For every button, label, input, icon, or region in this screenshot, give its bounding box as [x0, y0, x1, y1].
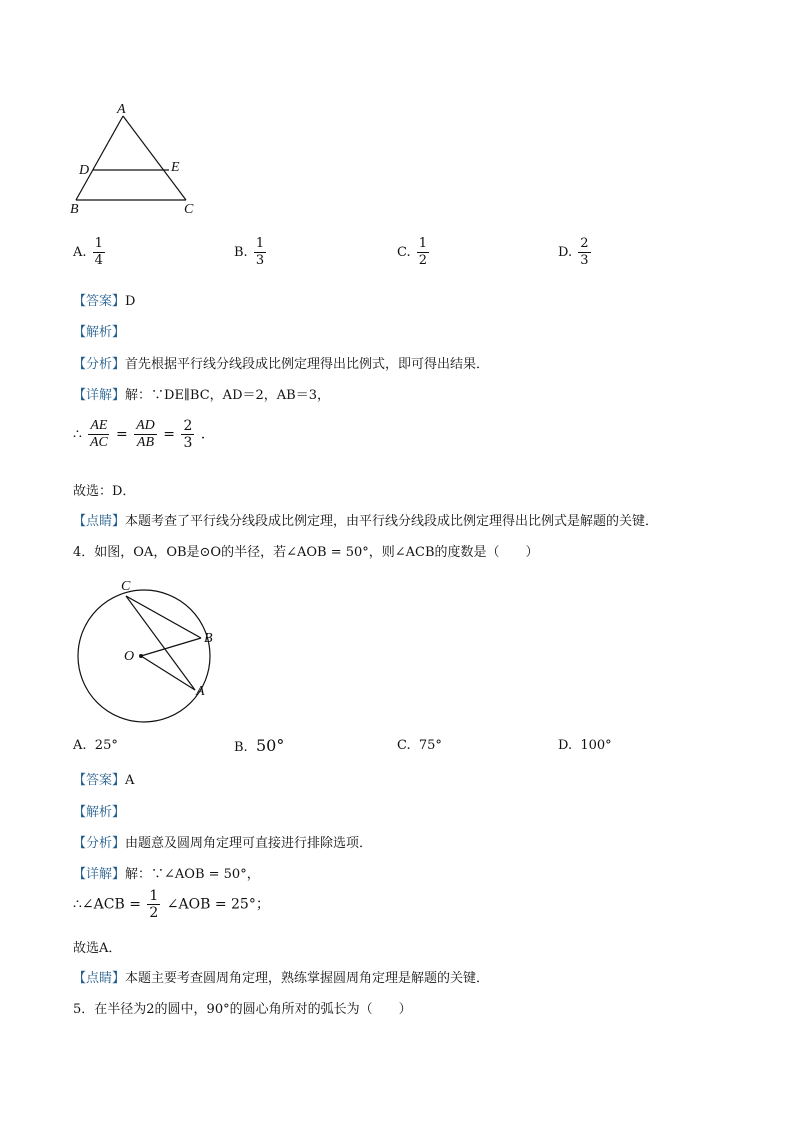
option-c: C. $\frac{1}{2}$: [397, 236, 428, 268]
q4-answer: 【答案】A: [73, 773, 135, 788]
q4-option-d: D. 100°: [558, 738, 612, 753]
q3-answer: 【答案】D: [73, 294, 136, 309]
label-O: O: [124, 649, 135, 664]
label-C: C: [121, 579, 131, 594]
label-A: A: [196, 684, 205, 699]
q3-choose: 故选：D．: [73, 484, 136, 499]
q5-stem: 5．在半径为2的圆中，90°的圆心角所对的弧长为（ ）: [73, 1002, 412, 1017]
q3-analysis-heading: 【解析】: [73, 325, 126, 340]
q3-fenxi: 【分析】首先根据平行线分线段成比例定理得出比例式，即可得出结果．: [73, 357, 490, 372]
label-A: A: [117, 102, 126, 117]
q4-stem: 4．如图，OA，OB是⊙O的半径，若∠AOB = 50°，则∠ACB的度数是（ ）: [73, 545, 539, 560]
q4-option-b: B. 50°: [234, 736, 285, 755]
option-a: A. $\frac{1}{4}$: [73, 236, 103, 268]
q4-xiangjie: 【详解】解：∵∠AOB = 50°，: [73, 867, 260, 882]
q3-xiangjie: 【详解】解：∵DE∥BC，AD＝2，AB＝3，: [73, 388, 330, 403]
q4-analysis-heading: 【解析】: [73, 805, 126, 820]
q4-option-c: C. 75°: [397, 738, 442, 753]
q4-dianjing: 【点睛】本题主要考查圆周角定理，熟练掌握圆周角定理是解题的关键．: [73, 971, 490, 986]
triangle-figure: [66, 96, 206, 218]
q4-choose: 故选A．: [73, 941, 122, 956]
label-B: B: [70, 202, 79, 217]
option-b: B. $\frac{1}{3}$: [234, 236, 265, 268]
label-C: C: [184, 202, 194, 217]
label-D: D: [79, 163, 90, 178]
q4-fenxi: 【分析】由题意及圆周角定理可直接进行排除选项．: [73, 836, 373, 851]
q3-equation: ∴ $\frac{AE}{AC}$ = $\frac{AD}{AB}$ = $\frac{2}{3}$ ．: [73, 418, 215, 451]
q4-equation: ∴∠ACB = $\frac{1}{2}$ ∠AOB = 25°；: [73, 888, 270, 921]
option-d: D. $\frac{2}{3}$: [558, 236, 589, 268]
label-B: B: [204, 631, 213, 646]
label-E: E: [171, 160, 180, 175]
circle-figure: [70, 574, 230, 724]
q3-dianjing: 【点睛】本题考查了平行线分线段成比例定理，由平行线分线段成比例定理得出比例式是解题的关键．: [73, 514, 659, 529]
q4-option-a: A. 25°: [73, 738, 118, 753]
